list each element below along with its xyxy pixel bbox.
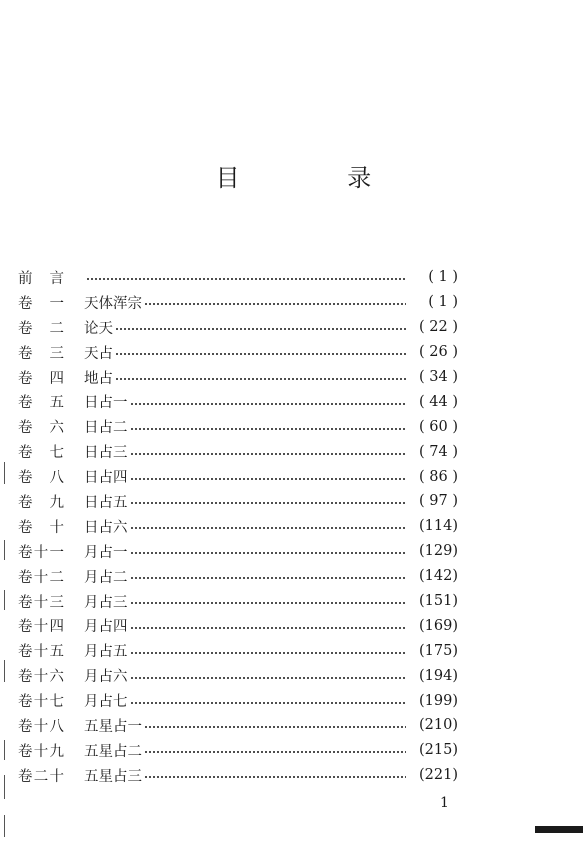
toc-row (18, 315, 458, 340)
toc-page-number: ( 74 ) (419, 443, 458, 460)
toc-row (18, 564, 458, 589)
toc-topic: 日占三 (84, 445, 128, 462)
toc-topic: 日占六 (84, 519, 128, 536)
margin-tick (4, 815, 5, 837)
toc-page-number: ( 34 ) (419, 369, 458, 385)
toc-row (18, 763, 458, 788)
toc-volume-label: 卷 十 二 (18, 569, 64, 586)
toc-volume-label: 卷 十 六 (18, 669, 64, 686)
toc-row (18, 688, 458, 713)
toc-dot-leader (144, 776, 406, 778)
toc-dot-leader (144, 303, 406, 305)
toc-topic: 五星占二 (84, 743, 142, 760)
toc-volume (18, 665, 84, 686)
toc-page-number: ( 22 ) (419, 319, 458, 336)
toc-topic: 日占一 (84, 395, 128, 412)
toc-page-number: (194) (419, 667, 458, 684)
toc-volume (18, 740, 84, 761)
toc-dot-leader (130, 403, 407, 405)
toc-row (18, 365, 458, 390)
margin-tick (4, 540, 5, 560)
toc-volume-label: 卷 二 十 (18, 768, 64, 785)
margin-tick (4, 462, 5, 484)
toc-volume-label: 卷 十 八 (18, 718, 64, 735)
toc-volume-label: 卷 十 四 (18, 619, 64, 636)
toc-volume (18, 690, 84, 711)
toc-volume-label: 卷 十 (18, 519, 64, 536)
toc-volume-label: 卷 十 一 (18, 544, 64, 561)
toc-topic: 五星占三 (84, 768, 142, 785)
toc-row (18, 713, 458, 738)
toc-dot-leader (130, 602, 407, 604)
toc-volume-label: 卷 九 (18, 494, 64, 511)
toc-dot-leader (144, 751, 406, 753)
toc-row (18, 514, 458, 539)
toc-topic: 月占七 (84, 694, 128, 711)
toc-dot-leader (130, 577, 407, 579)
toc-row (18, 464, 458, 489)
toc-volume (18, 591, 84, 612)
toc-topic: 月占六 (84, 669, 128, 686)
toc-row (18, 489, 458, 514)
toc-topic: 月占三 (84, 594, 128, 611)
table-of-contents (18, 265, 458, 788)
page-title: 目 录 (215, 164, 422, 192)
toc-dot-leader (115, 378, 406, 380)
page-number: 1 (440, 795, 449, 811)
toc-page-number: (215) (419, 742, 458, 759)
toc-row (18, 389, 458, 414)
toc-topic: 论天 (84, 320, 113, 337)
toc-dot-leader (130, 702, 407, 704)
toc-dot-leader (130, 453, 407, 455)
toc-topic: 月占一 (84, 544, 128, 561)
margin-tick (4, 590, 5, 610)
toc-topic: 日占二 (84, 420, 128, 437)
toc-page-number: (169) (419, 617, 458, 634)
toc-topic: 月占五 (84, 644, 128, 661)
toc-topic: 日占四 (84, 470, 128, 487)
toc-row (18, 638, 458, 663)
toc-topic: 天体浑宗 (84, 295, 142, 312)
toc-volume (18, 292, 84, 313)
toc-dot-leader (144, 726, 406, 728)
toc-volume-label: 卷 二 (18, 320, 64, 337)
toc-page-number: (129) (419, 543, 458, 560)
toc-volume-label: 卷 六 (18, 420, 64, 437)
toc-page-number: ( 44 ) (419, 393, 458, 410)
toc-page-number: (210) (419, 717, 458, 734)
toc-topic: 五星占一 (84, 718, 142, 735)
toc-row (18, 613, 458, 638)
toc-volume-label: 卷 十 九 (18, 743, 64, 760)
toc-topic: 地占 (84, 370, 113, 387)
toc-page-number: ( 86 ) (419, 468, 458, 485)
toc-dot-leader (130, 552, 407, 554)
toc-page-number: ( 26 ) (419, 344, 458, 361)
toc-volume (18, 441, 84, 462)
toc-volume-label: 卷 八 (18, 470, 64, 487)
toc-volume (18, 615, 84, 636)
toc-page-number: (221) (419, 767, 458, 784)
toc-volume-label: 卷 五 (18, 395, 64, 412)
toc-dot-leader (130, 428, 407, 430)
toc-volume (18, 715, 84, 736)
toc-volume-label: 卷 一 (18, 295, 64, 312)
margin-tick (4, 775, 5, 799)
toc-volume (18, 317, 84, 338)
toc-row (18, 290, 458, 315)
toc-topic: 月占四 (84, 619, 128, 636)
toc-row (18, 340, 458, 365)
toc-row (18, 439, 458, 464)
toc-volume-label: 卷 七 (18, 445, 64, 462)
toc-dot-leader (130, 527, 407, 529)
toc-volume (18, 342, 84, 363)
toc-page-number: (175) (419, 642, 458, 659)
toc-volume (18, 416, 84, 437)
toc-dot-leader (130, 502, 407, 504)
toc-volume-label: 前 言 (18, 270, 64, 287)
toc-page-number: (142) (419, 568, 458, 585)
toc-volume (18, 541, 84, 562)
toc-page-number: ( 1 ) (428, 294, 458, 311)
toc-volume-label: 卷 十 五 (18, 644, 64, 661)
toc-topic: 天占 (84, 345, 113, 362)
toc-volume (18, 566, 84, 587)
toc-row (18, 539, 458, 564)
toc-page-number: (151) (419, 593, 458, 610)
toc-volume-label: 卷 三 (18, 345, 64, 362)
toc-dot-leader (130, 652, 407, 654)
toc-page-number: ( 60 ) (419, 418, 458, 435)
toc-dot-leader (115, 328, 406, 330)
toc-topic: 日占五 (84, 494, 128, 511)
toc-topic: 月占二 (84, 569, 128, 586)
toc-page-number: ( 1 ) (428, 269, 458, 286)
toc-row (18, 265, 458, 290)
toc-volume (18, 765, 84, 786)
toc-page-number: (199) (419, 692, 458, 709)
toc-page-number: ( 97 ) (419, 493, 458, 510)
toc-volume (18, 466, 84, 487)
toc-dot-leader (130, 677, 407, 679)
toc-row (18, 663, 458, 688)
margin-tick (4, 740, 5, 760)
toc-row (18, 738, 458, 763)
toc-volume (18, 516, 84, 537)
toc-dot-leader (130, 478, 407, 480)
toc-volume (18, 267, 84, 288)
toc-dot-leader (86, 278, 406, 280)
toc-page-number: (114) (419, 518, 458, 535)
toc-volume-label: 卷 十 七 (18, 694, 64, 711)
toc-volume-label: 卷 四 (18, 370, 64, 387)
toc-dot-leader (115, 353, 406, 355)
toc-volume (18, 367, 84, 388)
toc-row (18, 414, 458, 439)
scan-mark (535, 826, 583, 833)
toc-dot-leader (130, 627, 407, 629)
toc-volume (18, 491, 84, 512)
toc-volume (18, 391, 84, 412)
margin-tick (4, 660, 5, 682)
toc-row (18, 589, 458, 614)
toc-volume-label: 卷 十 三 (18, 594, 64, 611)
toc-volume (18, 640, 84, 661)
